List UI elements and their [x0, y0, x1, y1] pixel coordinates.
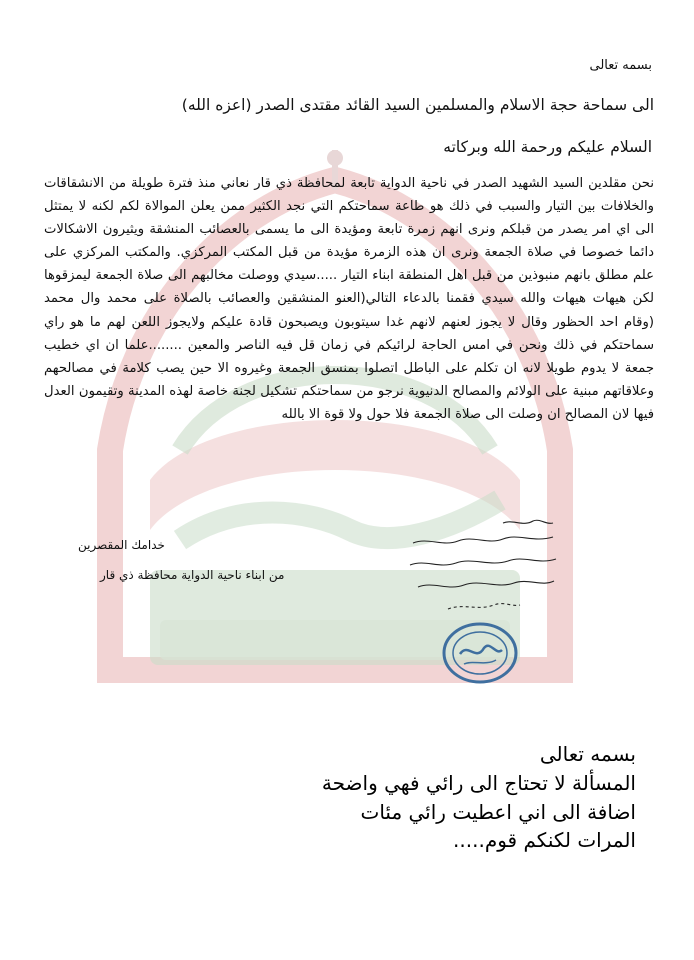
letter-signature: من ابناء ناحية الدواية محافظة ذي قار — [100, 568, 285, 582]
reply-line: المرات لكنكم قوم..... — [453, 828, 636, 853]
letter-greeting: بسمه تعالى — [589, 58, 652, 73]
reply-line: المسألة لا تحتاج الى رائي فهي واضحة — [321, 770, 636, 795]
letter-addressee: الى سماحة حجة الاسلام والمسلمين السيد القائد مقتدى الصدر (اعزه الله) — [181, 96, 654, 114]
seal-stamp — [440, 620, 520, 686]
letter-salutation: السلام عليكم ورحمة الله وبركاته — [443, 138, 652, 156]
letter-body: نحن مقلدين السيد الشهيد الصدر في ناحية الدواية تابعة لمحافظة ذي قار نعاني منذ فترة طويلة من الانشقاقات والخلافات بين التيار والسبب في ذلك هو طاعة سماحتكم التي نجد الكثير ممن يعلن الموالاة لكم لكنه لا يمتثل الى اي امر يصدر من قبلكم ونرى انهم زمرة تابعة ومؤيدة الى ما يسمى بالعصائب المنشقة ويثيرون الاشكالات دائما خصوصا في صلاة الجمعة ونرى ان هذه الزمرة مؤيدة من قبل المكتب المركزي. والمكتب المركزي على علم مطلق بانهم منبوذين من قبل اهل المنطقة ابناء التيار .....سيدي ووصلت مخالبهم الى صلاة الجمعة ليمزقوها لكن هيهات هيهات والله سيدي فقمنا بالدعاء التالي(العنو المنشقين والعصائب بالصلاة على محمد وال محمد (وقام احد الحظور وقال لا يجوز لعنهم لانهم غدا سيتوبون ويصبحون قادة عليكم ولايجوز اللعن لهم ما هو راي سماحتكم في ذلك ونحن في امس الحاجة لرائيكم في زمان قل فيه الناصر والمعين ........علما ان اي خطيب جمعة لا يدوم طويلا لانه ان تكلم على الباطل اتصلوا بمنسق الجمعة وغيروه الا حين يصب كلامة في مصالحهم وعلاقاتهم مبنية على الولائم والمصالح الدنيوية نرجو من سماحتكم تشكيل لجنة خاصة لهذه المدينة وتقيمون العدل فيها لان المصالح ان وصلت الى صلاة الجمعة فلا حول ولا قوة الا بالله — [44, 176, 654, 422]
reply-line: اضافة الى اني اعطيت رائي مئات — [360, 799, 636, 824]
reply-block — [216, 740, 636, 855]
reply-line: بسمه تعالى — [539, 742, 636, 766]
handwritten-note — [408, 515, 558, 615]
letter-signoff: خدامك المقصرين — [78, 538, 165, 552]
